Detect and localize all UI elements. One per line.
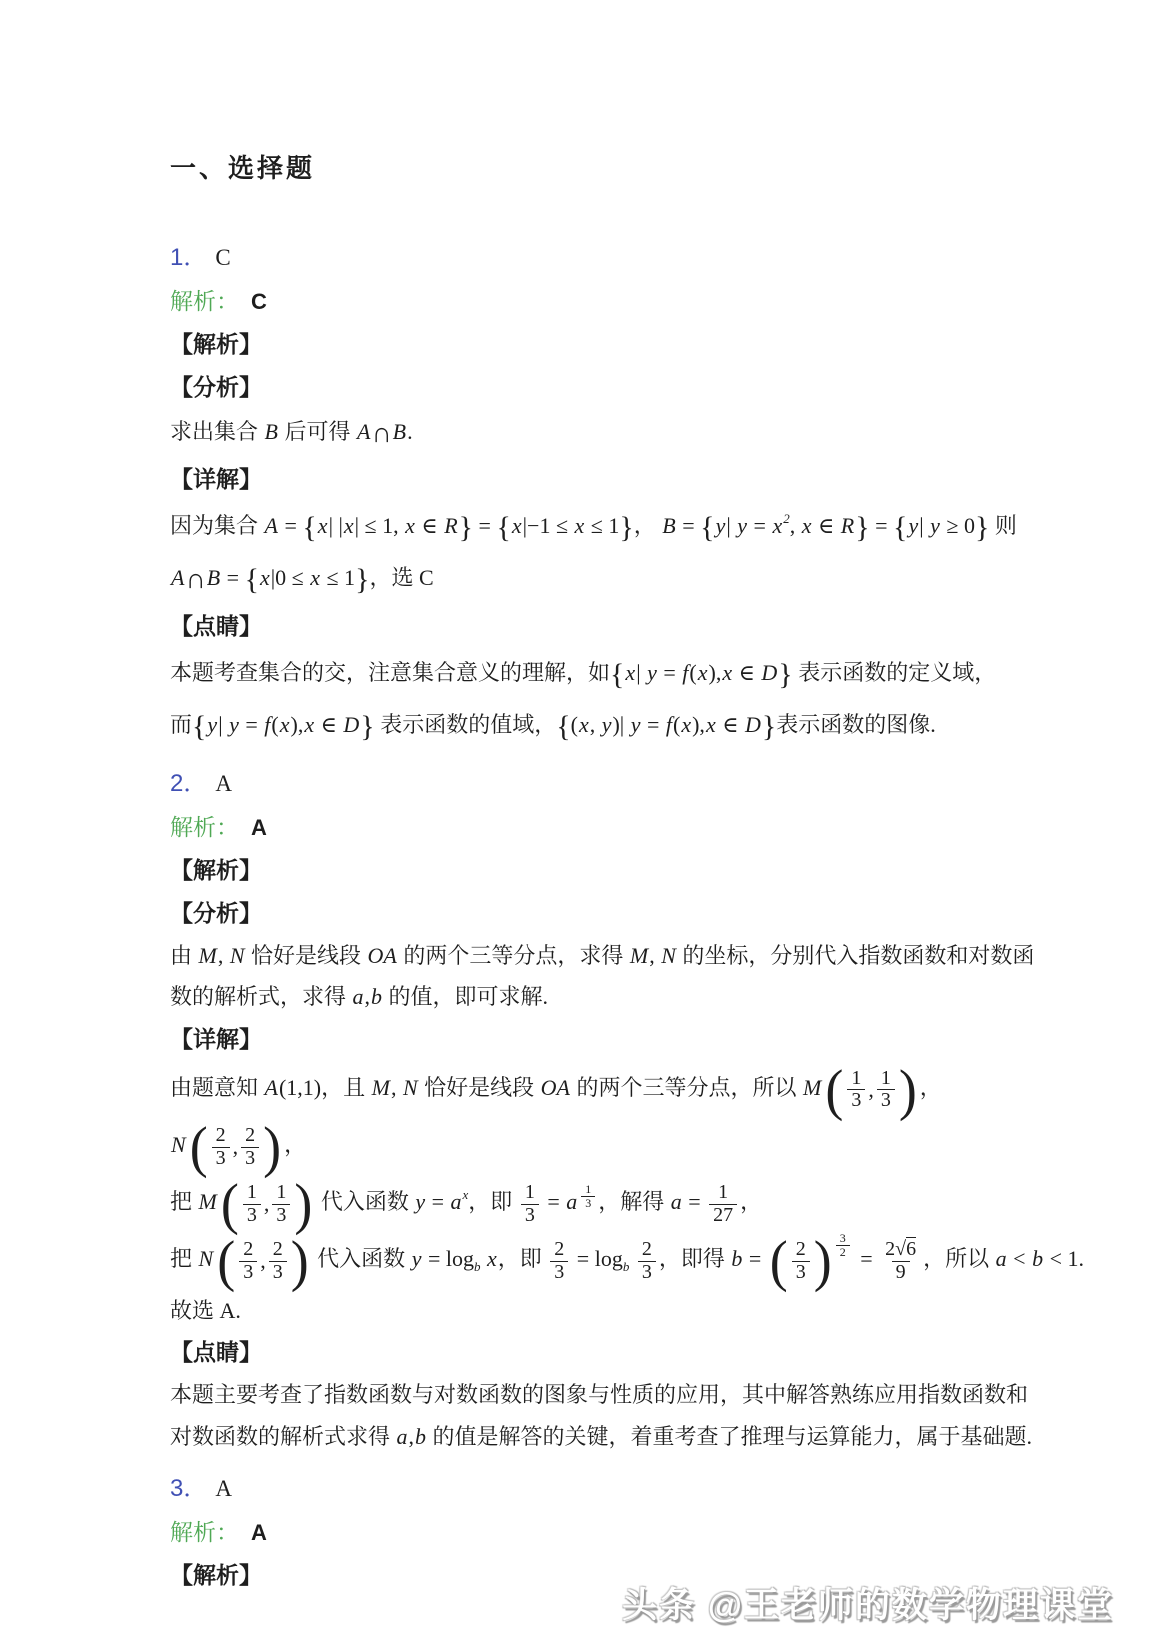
paren-group: ( $\frac{1}{3}$ , $\frac{1}{3}$ ) bbox=[220, 1172, 313, 1236]
fraction: $\frac{2}{3}$ bbox=[792, 1239, 810, 1283]
q1-xiangjie-label: 【详解】 bbox=[170, 467, 262, 493]
fraction: $\frac{1}{27}$ bbox=[709, 1182, 737, 1226]
fraction: $\frac{1}{3}$ bbox=[877, 1068, 895, 1112]
q2-fenxi-label: 【分析】 bbox=[170, 900, 262, 926]
fraction: $\frac{2√6}{9}$ bbox=[885, 1238, 917, 1283]
fraction: $\frac{2}{3}$ bbox=[638, 1239, 656, 1283]
document-body bbox=[170, 152, 1084, 1604]
fraction: $\frac{1}{3}$ bbox=[847, 1068, 865, 1112]
q1-analysis-text: 求出集合 B 后可得 A∩B. bbox=[170, 417, 413, 449]
q2-conclusion: 故选 A. bbox=[170, 1297, 241, 1323]
q2-analysis-line1: 由 M, N 恰好是线段 OA 的两个三等分点，求得 M, N 的坐标，分别代入指数函数和对数函 bbox=[170, 942, 1035, 968]
fraction: $\frac{2}{3}$ bbox=[269, 1239, 287, 1283]
q3-jiexi-line: 解析： A bbox=[170, 1520, 267, 1546]
q2-xiangjie-label: 【详解】 bbox=[170, 1026, 262, 1052]
paren-group: ( $\frac{2}{3}$ ) $\frac{3}{2}$ bbox=[769, 1239, 853, 1283]
paren-group: ( $\frac{2}{3}$ , $\frac{2}{3}$ ) bbox=[189, 1115, 282, 1179]
q1-jiexi-label: 【解析】 bbox=[170, 331, 262, 357]
fraction: $\frac{1}{3}$ bbox=[272, 1182, 290, 1226]
q1-jiexi-line: 解析： C bbox=[170, 288, 267, 314]
fraction: $\frac{2}{3}$ bbox=[550, 1239, 568, 1283]
q1-dianjing-label: 【点睛】 bbox=[170, 613, 262, 639]
q2-jiexi-label: 【解析】 bbox=[170, 857, 262, 883]
paren-group: ( $\frac{1}{3}$ , $\frac{1}{3}$ ) bbox=[825, 1058, 917, 1122]
fraction: $\frac{2}{3}$ bbox=[241, 1125, 259, 1169]
q2-note-line2: 对数函数的解析式求得 a,b 的值是解答的关键，着重考查了推理与运算能力，属于基础题. bbox=[170, 1423, 1033, 1449]
q2-detail-line4: 把 N ( $\frac{2}{3}$ , $\frac{2}{3}$ ) 代入函数 $y = \log_b x$，即 $\frac{2}{3}$ = $\log_b$ $\frac{2}{3}$ ，即得 b = ( $\frac{2}{3}$ ) $\frac{3}{2}$ = $\frac{2√6}{9}$ ，所以 a < b < 1. bbox=[170, 1229, 1084, 1293]
q1-detail-line2: A∩B = {x|0 ≤ x ≤ 1}，选 C bbox=[171, 562, 434, 596]
q1-note-line1: 本题考查集合的交，注意集合意义的理解，如{x| y = f(x),x ∈ D} 表示函数的定义域， bbox=[170, 657, 997, 691]
sqrt-expression: √6 bbox=[895, 1238, 917, 1261]
q1-detail-line1: 因为集合 A = {x| |x| ≤ 1, x ∈ R} = {x|−1 ≤ x ≤ 1}， B = {y| $y = x^2$, x ∈ R} = {y| y ≥ 0} 则 bbox=[170, 510, 1017, 544]
q3-answer-line: 3． A bbox=[170, 1475, 232, 1503]
fraction: $\frac{1}{3}$ bbox=[581, 1183, 595, 1209]
q2-jiexi-line: 解析： A bbox=[170, 815, 267, 841]
q2-detail-line3: 把 M ( $\frac{1}{3}$ , $\frac{1}{3}$ ) 代入函数 $y = a^x$，即 $\frac{1}{3}$ = a $\frac{1}{3}$ ，解得 a = $\frac{1}{27}$ ， bbox=[170, 1172, 763, 1236]
q2-dianjing-label: 【点睛】 bbox=[170, 1340, 262, 1366]
q1-note-line2: 而{y| y = f(x),x ∈ D} 表示函数的值域，{(x, y)| y = f(x),x ∈ D}表示函数的图像. bbox=[170, 709, 936, 743]
fraction: $\frac{2}{3}$ bbox=[239, 1239, 257, 1283]
q2-note-line1: 本题主要考查了指数函数与对数函数的图象与性质的应用，其中解答熟练应用指数函数和 bbox=[170, 1382, 1029, 1407]
q2-analysis-line2: 数的解析式，求得 a,b 的值，即可求解. bbox=[170, 984, 549, 1010]
section-heading: 一、选择题 bbox=[170, 154, 316, 183]
q2-detail-line2: N ( $\frac{2}{3}$ , $\frac{2}{3}$ ) ， bbox=[171, 1115, 307, 1179]
q3-jiexi-label: 【解析】 bbox=[170, 1563, 262, 1589]
fraction: $\frac{1}{3}$ bbox=[521, 1182, 539, 1226]
fraction: $\frac{2}{3}$ bbox=[212, 1125, 230, 1169]
q2-detail-line1: 由题意知 A(1,1)，且 M, N 恰好是线段 OA 的两个三等分点，所以 M ( $\frac{1}{3}$ , $\frac{1}{3}$ ) ， bbox=[170, 1058, 942, 1122]
fraction: $\frac{3}{2}$ bbox=[836, 1232, 850, 1258]
q1-fenxi-label: 【分析】 bbox=[170, 374, 262, 400]
q1-answer-line: 1． C bbox=[170, 243, 231, 271]
q2-answer-line: 2． A bbox=[170, 769, 232, 797]
paren-group: ( $\frac{2}{3}$ , $\frac{2}{3}$ ) bbox=[217, 1229, 309, 1293]
watermark: 头条 @王老师的数学物理课堂 bbox=[622, 1586, 1114, 1625]
fraction: $\frac{1}{3}$ bbox=[243, 1182, 261, 1226]
